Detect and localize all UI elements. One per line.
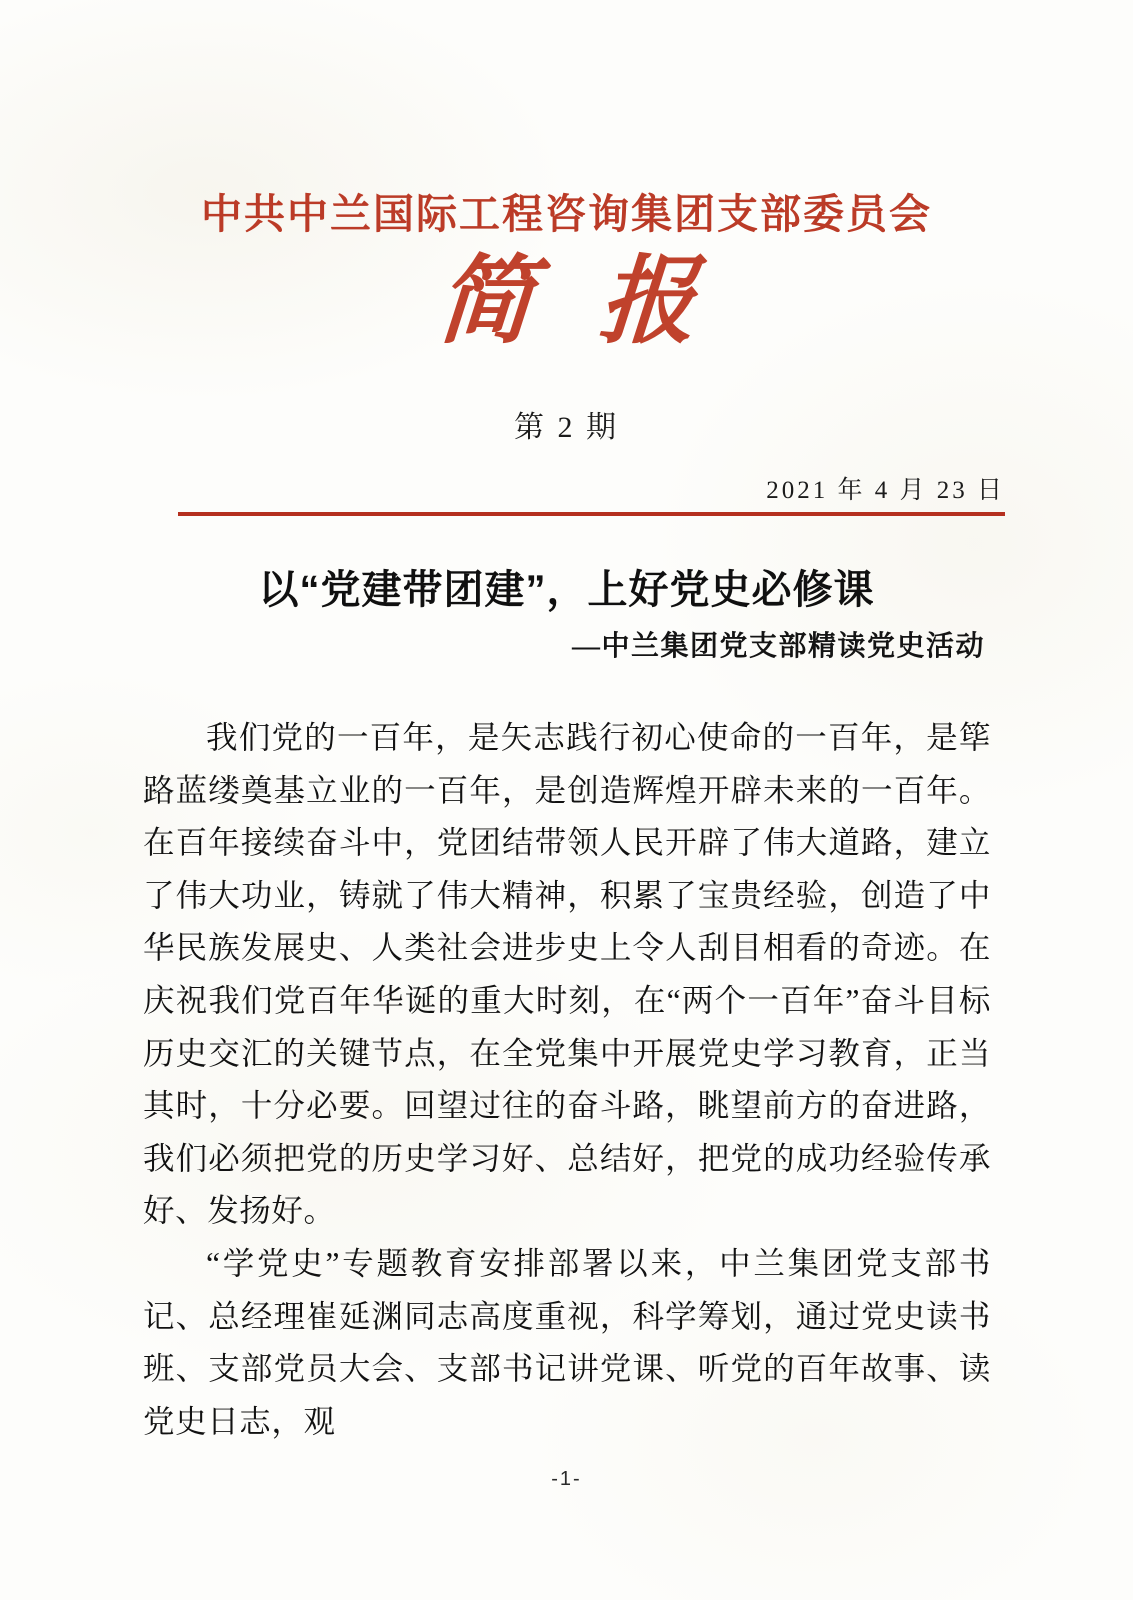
publication-date: 2021 年 4 月 23 日	[766, 477, 1005, 504]
article-subheadline: —中兰集团党支部精读党史活动	[571, 631, 985, 662]
article-body	[143, 712, 991, 1448]
masthead-title: 中共中兰国际工程咨询集团支部委员会	[201, 191, 932, 237]
issue-number: 第 2 期	[514, 411, 619, 444]
header-divider-rule	[178, 512, 1005, 516]
body-paragraph: 我们党的一百年，是矢志践行初心使命的一百年，是筚路蓝缕奠基立业的一百年，是创造辉煌开辟未来的一百年。在百年接续奋斗中，党团结带领人民开辟了伟大道路，建立了伟大功业，铸就了伟大精神，积累了宝贵经验，创造了中华民族发展史、人类社会进步史上令人刮目相看的奇迹。在庆祝我们党百年华诞的重大时刻，在“两个一百年”奋斗目标历史交汇的关键节点，在全党集中开展党史学习教育，正当其时，十分必要。回望过往的奋斗路，眺望前方的奋进路，我们必须把党的历史学习好、总结好，把党的成功经验传承好、发扬好。	[143, 720, 991, 1229]
page-number-footer: -1-	[551, 1468, 582, 1490]
body-paragraph: “学党史”专题教育安排部署以来，中兰集团党支部书记、总经理崔延渊同志高度重视，科学筹划，通过党史读书班、支部党员大会、支部书记讲党课、听党的百年故事、读党史日志，观	[143, 1245, 991, 1439]
publication-name: 简报	[433, 248, 766, 355]
masthead	[0, 192, 1133, 237]
article-headline: 以“党建带团建”，上好党史必修课	[258, 568, 875, 612]
